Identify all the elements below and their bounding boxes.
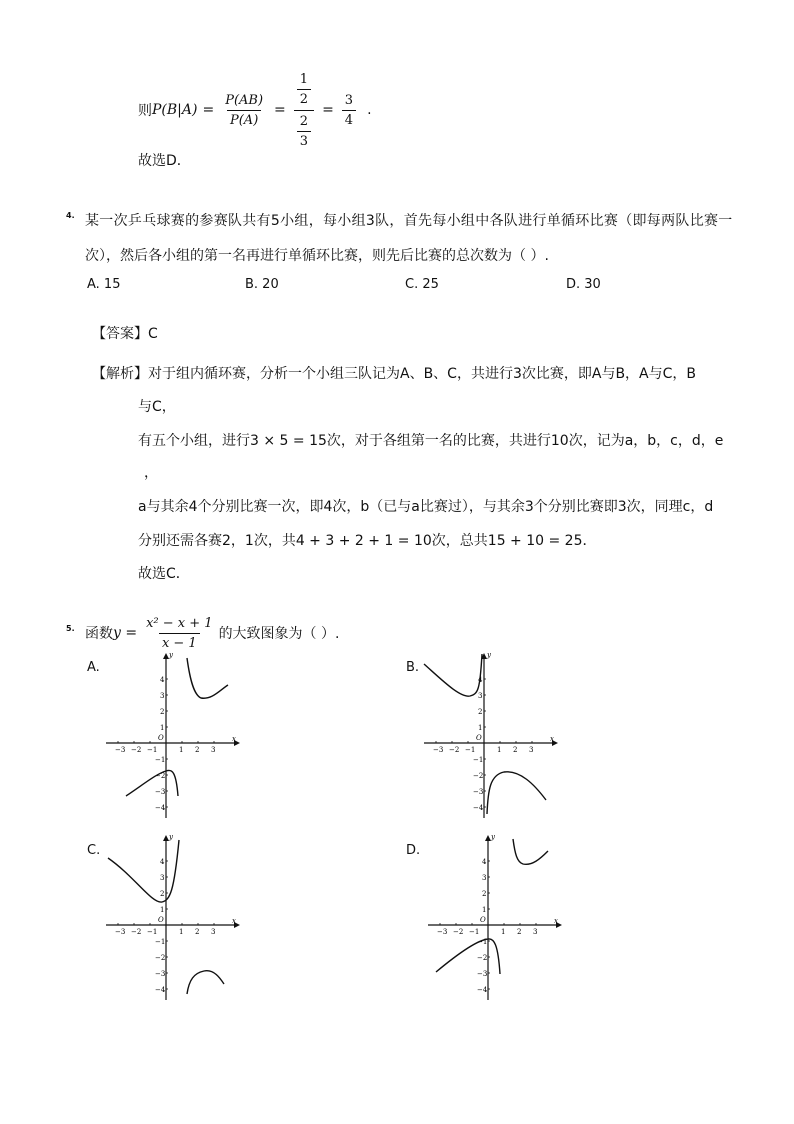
analysis-tag: 【解析】: [92, 366, 148, 382]
q4-stem-line1: 某一次乒乓球赛的参赛队共有5小组，每小组3队，首先每小组中各队进行单循环比赛（即每两队比赛一: [85, 213, 733, 229]
q5-stem: 函数 y = $\frac{\text{x² − x + 1}}{x - 1}$ 的大致图象为（ ）.: [85, 615, 340, 651]
graph-label-a[interactable]: A.: [87, 660, 100, 675]
y-tick-label: −2: [473, 772, 484, 780]
x-tick-label: 1: [501, 928, 506, 936]
curve-branch-1: [126, 770, 178, 796]
y-tick-label: −1: [155, 756, 166, 764]
y-tick-label: 4: [160, 858, 165, 866]
y-tick-label: 1: [482, 906, 487, 914]
x-tick-label: 1: [179, 928, 184, 936]
x-tick-label: O: [480, 916, 486, 924]
q4-analysis-line4: ，: [144, 465, 158, 481]
x-tick-label: 2: [517, 928, 522, 936]
x-axis-name: x: [232, 917, 236, 925]
x-tick-label: −1: [147, 746, 158, 754]
x-tick-label: 3: [529, 746, 534, 754]
y-tick-label: −4: [477, 986, 488, 994]
q4-stem-line2: 次），然后各小组的第一名再进行单循环比赛，则先后比赛的总次数为（ ）.: [85, 248, 549, 264]
y-tick-label: −2: [155, 954, 166, 962]
x-axis-name: x: [550, 735, 554, 743]
x-tick-label: −2: [449, 746, 460, 754]
y-tick-label: 3: [478, 692, 483, 700]
graph-c[interactable]: [104, 832, 244, 1002]
x-tick-label: −3: [115, 746, 126, 754]
y-tick-label: −3: [155, 788, 166, 796]
y-tick-label: 3: [482, 874, 487, 882]
graph-label-c[interactable]: C.: [87, 843, 101, 858]
x-tick-label: 3: [211, 928, 216, 936]
x-axis-name: x: [554, 917, 558, 925]
q3-formula-prefix: 则: [138, 103, 152, 119]
curve-branch-2: [187, 971, 224, 994]
graph-a[interactable]: [104, 650, 244, 820]
x-tick-label: 1: [179, 746, 184, 754]
graph-label-b[interactable]: B.: [406, 660, 420, 675]
y-tick-label: −3: [473, 788, 484, 796]
x-tick-label: 3: [533, 928, 538, 936]
x-tick-label: −1: [465, 746, 476, 754]
q4-analysis-line6: 分别还需各赛2，1次，共4 + 3 + 2 + 1 = 10次，总共15 + 10 = 25．: [138, 533, 597, 549]
y-axis-name: y: [169, 833, 173, 841]
y-tick-label: 1: [160, 724, 165, 732]
q4-analysis-line2: 与C，: [138, 399, 176, 415]
y-tick-label: −4: [473, 804, 484, 812]
q4-option-c[interactable]: C. 25: [405, 277, 439, 292]
x-tick-label: −3: [437, 928, 448, 936]
q4-analysis-line5: a与其余4个分别比赛一次，即4次，b（已与a比赛过），与其余3个分别比赛即3次，同理c，d: [138, 499, 714, 515]
y-tick-label: 3: [160, 874, 165, 882]
answer-tag: 【答案】: [92, 326, 148, 342]
curve-branch-1: [436, 939, 500, 974]
curve-branch-2: [487, 772, 546, 814]
y-axis-name: y: [491, 833, 495, 841]
x-tick-label: −1: [147, 928, 158, 936]
y-tick-label: −1: [155, 938, 166, 946]
y-tick-label: 4: [478, 676, 483, 684]
x-tick-label: 3: [211, 746, 216, 754]
curve-branch-1: [424, 654, 482, 696]
q3-frac-p: $\frac{P(AB)}{P(A)}$: [225, 92, 264, 128]
y-tick-label: 3: [160, 692, 165, 700]
graph-d[interactable]: [426, 832, 566, 1002]
x-tick-label: O: [476, 734, 482, 742]
q4-option-a[interactable]: A. 15: [87, 277, 121, 292]
x-tick-label: O: [158, 734, 164, 742]
q4-analysis-line3: 有五个小组，进行3 × 5 = 15次，对于各组第一名的比赛，共进行10次，记为a，b，c，d，e: [138, 433, 724, 449]
y-tick-label: −2: [477, 954, 488, 962]
q4-option-b[interactable]: B. 20: [245, 277, 279, 292]
x-tick-label: 2: [195, 928, 200, 936]
y-tick-label: 2: [160, 890, 165, 898]
q5-fraction: $\frac{\text{x² − x + 1}}{x - 1}$: [146, 615, 213, 651]
q3-lhs: P(B|A): [152, 102, 198, 118]
y-tick-label: 1: [160, 906, 165, 914]
x-tick-label: −2: [131, 746, 142, 754]
answer-value: C: [148, 326, 158, 342]
y-tick-label: −3: [155, 970, 166, 978]
x-tick-label: −2: [453, 928, 464, 936]
y-tick-label: −4: [155, 804, 166, 812]
q3-formula: 则 P(B|A) = $\frac{P(AB)}{P(A)}$ = $\frac{\frac{1}{2}}{\frac{2}{3}}$ = $\frac{3}{4}$ .: [138, 71, 372, 149]
q4-analysis-line7: 故选C．: [138, 566, 190, 582]
q3-choice: 故选D．: [138, 153, 191, 169]
y-tick-label: −2: [155, 772, 166, 780]
curve-branch-2: [187, 658, 228, 698]
x-tick-label: −3: [115, 928, 126, 936]
q5-number: 5.: [66, 624, 75, 633]
x-tick-label: 1: [497, 746, 502, 754]
y-tick-label: 2: [482, 890, 487, 898]
curve-branch-1: [108, 840, 179, 902]
y-tick-label: −1: [477, 938, 488, 946]
q4-option-d[interactable]: D. 30: [566, 277, 601, 292]
x-tick-label: −2: [131, 928, 142, 936]
graph-b[interactable]: [422, 650, 562, 820]
q3-result-frac: $\frac{3}{4}$: [342, 93, 356, 128]
q4-number: 4.: [66, 211, 75, 220]
x-tick-label: 2: [513, 746, 518, 754]
y-tick-label: −1: [473, 756, 484, 764]
y-axis-name: y: [169, 651, 173, 659]
x-tick-label: −3: [433, 746, 444, 754]
q3-compound-frac: $\frac{\frac{1}{2}}{\frac{2}{3}}$: [294, 72, 314, 149]
y-axis-name: y: [487, 651, 491, 659]
x-tick-label: 2: [195, 746, 200, 754]
y-tick-label: 1: [478, 724, 483, 732]
q4-analysis-line1: 【解析】对于组内循环赛，分析一个小组三队记为A、B、C，共进行3次比赛，即A与B，A与C，B: [92, 366, 697, 382]
curve-branch-2: [513, 839, 548, 864]
y-tick-label: 4: [482, 858, 487, 866]
q4-answer: [92, 323, 158, 343]
graph-label-d[interactable]: D.: [406, 843, 421, 858]
y-tick-label: −3: [477, 970, 488, 978]
x-tick-label: −1: [469, 928, 480, 936]
x-tick-label: O: [158, 916, 164, 924]
y-tick-label: 4: [160, 676, 165, 684]
y-tick-label: −4: [155, 986, 166, 994]
y-tick-label: 2: [478, 708, 483, 716]
x-axis-name: x: [232, 735, 236, 743]
y-tick-label: 2: [160, 708, 165, 716]
